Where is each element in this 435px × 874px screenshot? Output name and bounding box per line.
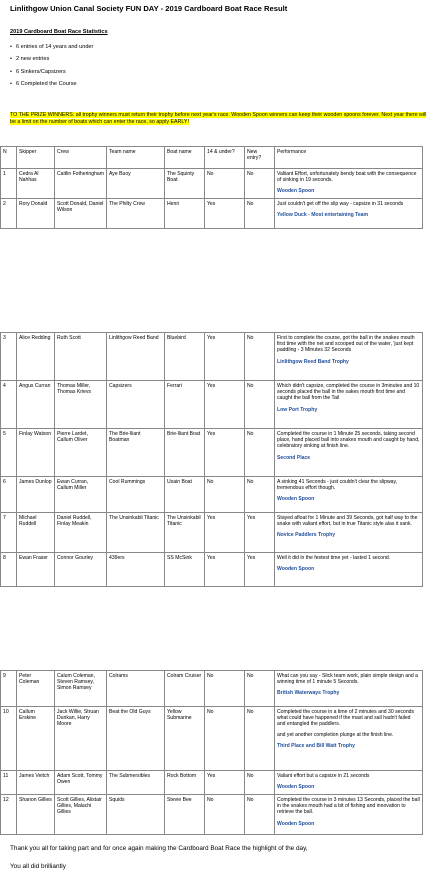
cell-team: Squids <box>107 795 165 835</box>
performance-text-extra: and yet another completion plunge at the finish line. <box>277 731 394 738</box>
cell-team: Aye Buoy <box>107 169 165 199</box>
award-label: Low Port Trophy <box>277 406 318 413</box>
stats-heading: 2019 Cardboard Boat Race Statistics <box>10 29 108 35</box>
cell-skipper: Shanon Gillies <box>17 795 55 835</box>
cell-boat: Rock Bottom <box>165 771 205 795</box>
award-label: Yellow Duck - Most entertaining Team <box>277 212 369 219</box>
performance-text: Completed the course in a time of 2 minutes and 30 seconds what could have happened if the mast and sail hadn't failed and entangled the paddlers. <box>277 709 415 728</box>
cell-performance <box>275 771 423 795</box>
table-row <box>1 671 423 707</box>
cell-performance <box>275 199 423 229</box>
table-row <box>1 199 423 229</box>
performance-text: Valiant effort but a capsize in 21 seconds <box>277 773 370 779</box>
cell-skipper: James Dunlop <box>17 477 55 513</box>
header-under-14: 14 & under? <box>205 147 245 169</box>
performance-text: Stayed afloat for 1 Minute and 39 Seconds, got half way to the snake with valiant effort, but in true Titanic style alas it sank. <box>277 515 418 528</box>
cell-performance <box>275 477 423 513</box>
cell-performance <box>275 707 423 771</box>
cell-skipper: Alice Redding <box>17 333 55 381</box>
cell-under-14: No <box>205 169 245 199</box>
award-label: Linlithgow Reed Band Trophy <box>277 358 349 365</box>
cell-under-14: Yes <box>205 333 245 381</box>
cell-new-entry: No <box>245 477 275 513</box>
results-table-page-3 <box>0 670 423 835</box>
cell-no: 4 <box>1 381 17 429</box>
table-row <box>1 381 423 429</box>
performance-text: Valiiant Effort, unfortunately bendy boat with the consequence of sinking in 19 seconds. <box>277 171 417 184</box>
cell-skipper: James Veitch <box>17 771 55 795</box>
cell-new-entry: No <box>245 333 275 381</box>
cell-no: 8 <box>1 553 17 587</box>
award-label: Wooden Spoon <box>277 784 315 791</box>
cell-crew: Caitlin Fotheringham <box>55 169 107 199</box>
cell-under-14: No <box>205 477 245 513</box>
cell-skipper: Finlay Watson <box>17 429 55 477</box>
cell-team: The Philty Crew <box>107 199 165 229</box>
cell-no: 1 <box>1 169 17 199</box>
award-label: Wooden Spoon <box>277 188 315 195</box>
cell-boat: Bluebird <box>165 333 205 381</box>
award-label: Second Place <box>277 454 311 461</box>
award-label: Wooden Spoon <box>277 496 315 503</box>
results-table-page-1 <box>0 146 423 229</box>
cell-boat: Yellow Submarine <box>165 707 205 771</box>
table-row <box>1 795 423 835</box>
performance-text: Just couldn't get off the slip way - capsize in 31 seconds <box>277 201 404 207</box>
cell-boat: Brie-lliant Boat <box>165 429 205 477</box>
award-label: Wooden Spoon <box>277 820 315 827</box>
cell-crew: Ruth Scott <box>55 333 107 381</box>
cell-team: Cool Rummings <box>107 477 165 513</box>
cell-crew: Connor Gourley <box>55 553 107 587</box>
cell-no: 9 <box>1 671 17 707</box>
cell-team: Colrams <box>107 671 165 707</box>
cell-new-entry: No <box>245 429 275 477</box>
cell-new-entry: No <box>245 169 275 199</box>
cell-skipper: Michael Ruddell <box>17 513 55 553</box>
cell-no: 5 <box>1 429 17 477</box>
header-crew: Crew <box>55 147 107 169</box>
cell-no: 11 <box>1 771 17 795</box>
header-team: Team name <box>107 147 165 169</box>
cell-boat: The Squinty Boat <box>165 169 205 199</box>
cell-no: 10 <box>1 707 17 771</box>
cell-new-entry: No <box>245 199 275 229</box>
award-label: Novice Paddlers Trophy <box>277 532 336 539</box>
cell-no: 6 <box>1 477 17 513</box>
cell-crew: Calum Coleman, Steven Ramsey, Simon Ramsey <box>55 671 107 707</box>
header-performance: Performance <box>275 147 423 169</box>
performance-text: A sinking 41 Seconds - just couldn't clear the slipway, tremendous effort though. <box>277 479 398 492</box>
cell-boat: Stevie Bee <box>165 795 205 835</box>
cell-skipper: Callum Erskine <box>17 707 55 771</box>
cell-boat: Usain Boat <box>165 477 205 513</box>
prize-notice <box>10 112 428 126</box>
cell-crew: Thomas Miller, Thomas Krievs <box>55 381 107 429</box>
cell-no: 3 <box>1 333 17 381</box>
cell-performance <box>275 553 423 587</box>
cell-team: The Unsinkabil Titanic <box>107 513 165 553</box>
cell-under-14: No <box>205 671 245 707</box>
cell-under-14: Yes <box>205 771 245 795</box>
cell-team: 439ers <box>107 553 165 587</box>
cell-no: 7 <box>1 513 17 553</box>
header-skipper: Skipper <box>17 147 55 169</box>
cell-boat: SS McSink <box>165 553 205 587</box>
cell-team: The Brie-lliant Boatman <box>107 429 165 477</box>
cell-new-entry: Yes <box>245 553 275 587</box>
table-row <box>1 477 423 513</box>
cell-crew: Scott Gillies, Alistair Gillies, Malachi Gillies <box>55 795 107 835</box>
header-boat: Boat name <box>165 147 205 169</box>
cell-new-entry: No <box>245 707 275 771</box>
cell-crew: Daniel Ruddell, Finlay Meakin <box>55 513 107 553</box>
cell-performance <box>275 795 423 835</box>
cell-skipper: Peter Coleman <box>17 671 55 707</box>
table-row <box>1 513 423 553</box>
cell-under-14: No <box>205 707 245 771</box>
cell-new-entry: No <box>245 671 275 707</box>
page-title: Linlithgow Union Canal Society FUN DAY - 2019 Cardboard Boat Race Result <box>10 4 288 13</box>
cell-boat: Colram Cruiser <box>165 671 205 707</box>
cell-under-14: Yes <box>205 199 245 229</box>
header-new-entry: New entry? <box>245 147 275 169</box>
table-row <box>1 707 423 771</box>
cell-crew: Ewan Curran, Callum Miller <box>55 477 107 513</box>
footer-closing: You all did brilliantly <box>10 863 66 870</box>
cell-crew: Jack Willie, Struan Dunkan, Harry Moore <box>55 707 107 771</box>
cell-skipper: Cedra Al Nahhas <box>17 169 55 199</box>
performance-text: Completed the course in 3 minutes 13 Seconds, placed the ball in the snakes mouth had a bit of fishing and innovation to retrieve the ball. <box>277 797 420 816</box>
cell-under-14: Yes <box>205 429 245 477</box>
cell-boat: Ferrari <box>165 381 205 429</box>
table-header-row <box>1 147 423 169</box>
cell-no: 2 <box>1 199 17 229</box>
stats-list <box>10 44 93 93</box>
cell-under-14: No <box>205 795 245 835</box>
cell-skipper: Rory Donald <box>17 199 55 229</box>
cell-crew: Scott Donald, Daniel Wilson <box>55 199 107 229</box>
footer-thanks: Thank you all for taking part and for once again making the Cardboard Boat Race the highlight of the day, <box>10 845 308 852</box>
cell-no: 12 <box>1 795 17 835</box>
prize-notice-text: TO THE PRIZE WINNERS: all trophy winners must return their trophy before next year's race. Wooden Spoon winners can keep their wooden spoons forever. Next year there will be a limit on the number of boats which can enter the race, so apply EARLY! <box>10 112 427 125</box>
cell-new-entry: No <box>245 771 275 795</box>
cell-crew: Pierre Lardet, Callum Oliver <box>55 429 107 477</box>
performance-text: What can you say - Slick team work, plain simple design and a winning time of 1 minute 5 Seconds. <box>277 673 418 686</box>
cell-under-14: Yes <box>205 513 245 553</box>
results-table-page-2 <box>0 332 423 587</box>
cell-team: Beat the Old Guys <box>107 707 165 771</box>
cell-under-14: Yes <box>205 381 245 429</box>
cell-performance <box>275 169 423 199</box>
performance-text: Completed the course in 1 Minute 25 seconds, taking second place, hand placed ball into snakes mouth and caught by hand, celebratory sinking at finish line. <box>277 431 420 450</box>
cell-new-entry: No <box>245 381 275 429</box>
cell-crew: Adam Scott, Tommy Owen <box>55 771 107 795</box>
cell-performance <box>275 333 423 381</box>
table-row <box>1 333 423 381</box>
stat-item: • 6 Sinkers/Capsizers <box>10 69 93 81</box>
cell-boat: Henri <box>165 199 205 229</box>
cell-new-entry: No <box>245 795 275 835</box>
cell-performance <box>275 381 423 429</box>
table-row <box>1 429 423 477</box>
cell-performance <box>275 513 423 553</box>
table-row <box>1 169 423 199</box>
cell-team: Linlithgow Reed Band <box>107 333 165 381</box>
cell-new-entry: Yes <box>245 513 275 553</box>
performance-text: Well it did in the festest time yet - lasted 1 second. <box>277 555 391 561</box>
cell-boat: The Unsinkabil Titanic <box>165 513 205 553</box>
performance-text: Which didn't capsize, completed the course in 3minutes and 10 seconds placed the ball in the sakes mouth first time and caught the ball from the Tail <box>277 383 420 402</box>
stat-item: • 2 new entries <box>10 56 93 68</box>
cell-skipper: Ewan Fraser <box>17 553 55 587</box>
table-row <box>1 771 423 795</box>
cell-team: Capsizers <box>107 381 165 429</box>
cell-team: The Submersibles <box>107 771 165 795</box>
cell-skipper: Angus Curran <box>17 381 55 429</box>
cell-performance <box>275 671 423 707</box>
cell-under-14: Yes <box>205 553 245 587</box>
stat-item: • 6 entries of 14 years and under <box>10 44 93 56</box>
award-label: British Waterways Trophy <box>277 690 340 697</box>
stat-item: • 6 Completed the Course <box>10 81 93 93</box>
award-label: Wooden Spoon <box>277 566 315 573</box>
award-label: Third Place and Bill Watt Trophy <box>277 742 355 749</box>
performance-text: First to complete the course, got the ball in the snakes mouth first time with the net and scooped out of the water, 'just kept paddling - 3 Minutes 32 Seconds <box>277 335 415 354</box>
cell-performance <box>275 429 423 477</box>
table-row <box>1 553 423 587</box>
header-no: N <box>1 147 17 169</box>
